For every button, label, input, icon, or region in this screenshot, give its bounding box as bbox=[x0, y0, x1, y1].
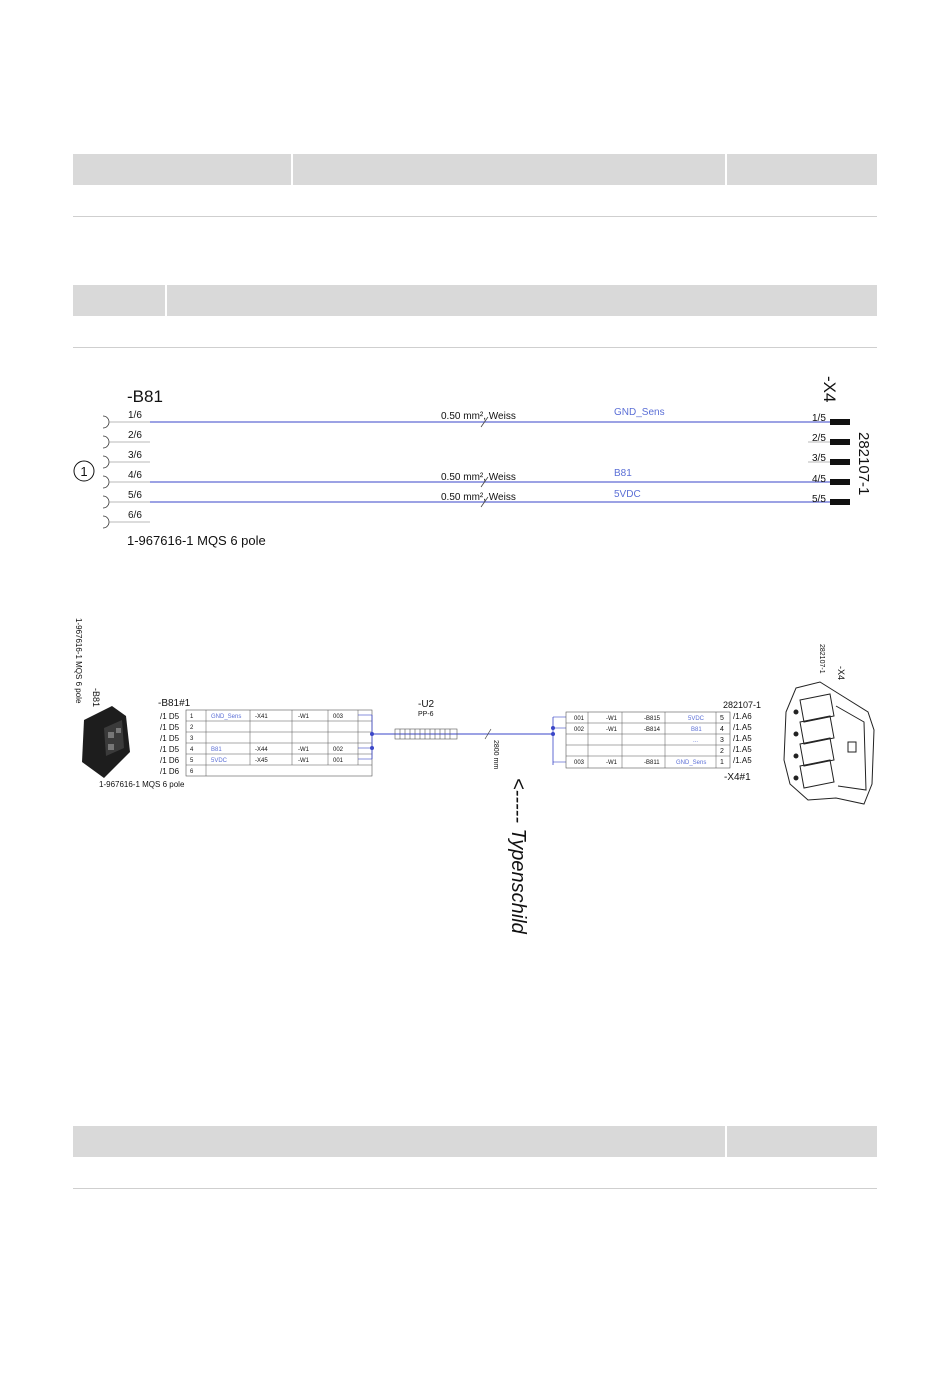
harness-right-rows bbox=[574, 712, 752, 766]
left-connector-label: -B81 bbox=[127, 387, 163, 406]
harness-left-vertical-part: 1-967616-1 MQS 6 pole bbox=[74, 618, 83, 704]
marker-number: 1 bbox=[80, 464, 88, 479]
left-row-5-no: 001 bbox=[333, 758, 344, 764]
right-row-1-signal: 5VDC bbox=[688, 716, 705, 722]
right-pins bbox=[808, 413, 850, 505]
right-pin-2: 2/5 bbox=[812, 433, 826, 444]
left-row-1-no: 003 bbox=[333, 714, 344, 720]
left-row-6-loc: /1 D6 bbox=[160, 767, 180, 776]
left-row-5-signal: 5VDC bbox=[211, 758, 228, 764]
right-row-5-signal: GND_Sens bbox=[676, 760, 707, 766]
left-row-1-wire: -W1 bbox=[298, 714, 309, 720]
left-row-5-conn: -X45 bbox=[255, 758, 268, 764]
left-row-2-loc: /1 D5 bbox=[160, 723, 180, 732]
wire-4-spec: 0.50 mm², Weiss bbox=[441, 472, 516, 483]
right-part-label: 282107-1 bbox=[855, 432, 872, 496]
typenschild-note: <----- Typenschild bbox=[507, 778, 529, 934]
wiring-schematic bbox=[74, 376, 872, 548]
left-row-4-wire: -W1 bbox=[298, 747, 309, 753]
left-row-3-loc: /1 D5 bbox=[160, 734, 180, 743]
left-row-2-pin: 2 bbox=[190, 725, 194, 731]
right-row-2-no: 002 bbox=[574, 727, 585, 733]
left-row-1-conn: -X41 bbox=[255, 714, 268, 720]
right-row-2-signal: B81 bbox=[691, 727, 702, 733]
right-row-1-loc: /1.A6 bbox=[733, 712, 752, 721]
right-row-5-loc: /1.A5 bbox=[733, 756, 752, 765]
harness-left-rows bbox=[160, 712, 344, 776]
left-row-5-loc: /1 D6 bbox=[160, 756, 180, 765]
right-row-2-wire: -W1 bbox=[606, 727, 617, 733]
left-row-1-loc: /1 D5 bbox=[160, 712, 180, 721]
left-row-5-wire: -W1 bbox=[298, 758, 309, 764]
left-connector-picture bbox=[82, 706, 130, 778]
cable-length: 2800 mm bbox=[492, 740, 499, 770]
wire-4-signal: B81 bbox=[614, 468, 632, 479]
cable bbox=[358, 715, 566, 765]
right-pin-3: 3/5 bbox=[812, 453, 826, 464]
right-row-5-wire: -W1 bbox=[606, 760, 617, 766]
right-row-4-pin: 2 bbox=[720, 748, 724, 755]
cable-type: PP-6 bbox=[418, 711, 434, 718]
left-pin-2: 2/6 bbox=[128, 430, 142, 441]
harness-drawing bbox=[74, 618, 874, 935]
left-row-1-pin: 1 bbox=[190, 714, 194, 720]
left-row-4-signal: B81 bbox=[211, 747, 222, 753]
left-pin-3: 3/6 bbox=[128, 450, 142, 461]
right-pin-1: 1/5 bbox=[812, 413, 826, 424]
right-row-2-loc: /1.A5 bbox=[733, 723, 752, 732]
left-pin-6: 6/6 bbox=[128, 510, 142, 521]
cable-ref: -U2 bbox=[418, 699, 435, 710]
left-row-6-pin: 6 bbox=[190, 769, 194, 775]
right-connector-label: -X4 bbox=[820, 376, 839, 403]
right-row-3-pin: 3 bbox=[720, 737, 724, 744]
harness-left-title: -B81#1 bbox=[158, 698, 191, 709]
left-row-4-pin: 4 bbox=[190, 747, 194, 753]
right-pin-4: 4/5 bbox=[812, 474, 826, 485]
wire-5-signal: 5VDC bbox=[614, 489, 641, 500]
wire-5-spec: 0.50 mm², Weiss bbox=[441, 492, 516, 503]
right-row-3-loc: /1.A5 bbox=[733, 734, 752, 743]
left-row-4-loc: /1 D5 bbox=[160, 745, 180, 754]
harness-right-caption: -X4#1 bbox=[724, 772, 751, 783]
left-pins bbox=[103, 410, 150, 528]
right-row-5-conn: -B811 bbox=[644, 760, 660, 766]
right-row-5-pin: 1 bbox=[720, 759, 724, 766]
right-row-1-wire: -W1 bbox=[606, 716, 617, 722]
right-row-4-loc: /1.A5 bbox=[733, 745, 752, 754]
harness-left-caption: 1-967616-1 MQS 6 pole bbox=[99, 780, 185, 789]
right-row-1-pin: 5 bbox=[720, 715, 724, 722]
harness-right-title: 282107-1 bbox=[723, 700, 762, 710]
left-row-1-signal: GND_Sens bbox=[211, 714, 242, 720]
right-row-1-no: 001 bbox=[574, 716, 585, 722]
right-row-5-no: 003 bbox=[574, 760, 585, 766]
left-row-3-pin: 3 bbox=[190, 736, 194, 742]
wires bbox=[150, 407, 832, 507]
left-part-label: 1-967616-1 MQS 6 pole bbox=[127, 533, 266, 548]
right-row-1-conn: -B815 bbox=[644, 716, 661, 722]
left-row-5-pin: 5 bbox=[190, 758, 194, 764]
left-pin-4: 4/6 bbox=[128, 470, 142, 481]
right-connector-picture bbox=[784, 682, 874, 804]
harness-right-vertical-part: 282107-1 bbox=[818, 644, 825, 674]
left-pin-1: 1/6 bbox=[128, 410, 142, 421]
right-row-3-signal: ... bbox=[693, 738, 699, 744]
wire-1-spec: 0.50 mm², Weiss bbox=[441, 411, 516, 422]
left-pin-5: 5/6 bbox=[128, 490, 142, 501]
right-row-2-pin: 4 bbox=[720, 726, 724, 733]
left-row-4-conn: -X44 bbox=[255, 747, 268, 753]
right-pin-5: 5/5 bbox=[812, 494, 826, 505]
left-row-4-no: 002 bbox=[333, 747, 344, 753]
wire-1-signal: GND_Sens bbox=[614, 407, 665, 418]
harness-left-vertical-ref: -B81 bbox=[91, 688, 101, 708]
right-row-2-conn: -B814 bbox=[644, 727, 661, 733]
harness-right-vertical-ref: -X4 bbox=[836, 666, 846, 681]
